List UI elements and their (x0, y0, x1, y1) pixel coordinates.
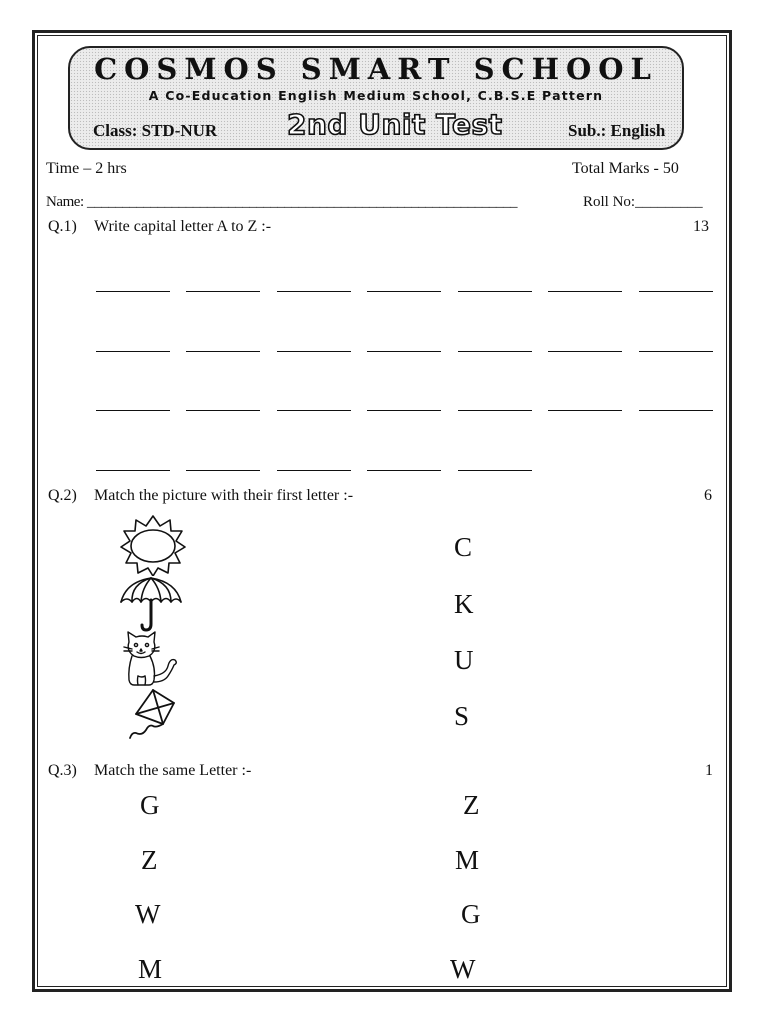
q2-marks: 6 (704, 487, 712, 504)
writing-blank (458, 291, 532, 292)
writing-blank (639, 410, 713, 411)
writing-blank (548, 351, 622, 352)
writing-blank (186, 291, 260, 292)
q3-right-letter: M (455, 845, 480, 875)
writing-blank (367, 470, 441, 471)
q2-letter: C (454, 532, 473, 562)
q2-number: Q.2) (48, 487, 77, 504)
q3-right-letter: G (461, 899, 481, 929)
writing-blank (639, 291, 713, 292)
writing-blank (186, 351, 260, 352)
q3-left-letter: Z (141, 845, 158, 875)
school-tagline: A Co-Education English Medium School, C.B.S.E Pattern (148, 88, 604, 103)
sun-icon (118, 514, 188, 576)
q3-left-letter: G (140, 790, 160, 820)
name-field: Name: _____________________________________________________________ (46, 194, 518, 210)
q3-left-letter: W (135, 899, 161, 929)
umbrella-icon (118, 576, 184, 632)
writing-blank (367, 291, 441, 292)
writing-blank (96, 351, 170, 352)
writing-blank (96, 470, 170, 471)
writing-blank (277, 291, 351, 292)
kite-icon (126, 688, 178, 742)
school-name: COSMOS SMART SCHOOL (94, 52, 658, 86)
subject-label: Sub.: English (568, 121, 666, 140)
q1-text: Write capital letter A to Z :- (94, 218, 272, 235)
writing-blank (277, 410, 351, 411)
test-title: 2nd Unit Test (287, 108, 503, 141)
writing-blank (458, 351, 532, 352)
writing-blank (458, 410, 532, 411)
writing-blank (548, 410, 622, 411)
writing-blank (277, 351, 351, 352)
q3-number: Q.3) (48, 762, 77, 779)
writing-blank (639, 351, 713, 352)
q1-number: Q.1) (48, 218, 77, 235)
q3-text: Match the same Letter :- (94, 762, 252, 779)
q3-right-letter: Z (463, 790, 480, 820)
q2-letter: S (454, 701, 470, 731)
writing-blank (96, 291, 170, 292)
class-label: Class: STD-NUR (93, 121, 218, 140)
roll-no-field: Roll No:_________ (583, 194, 703, 210)
q2-letter: U (454, 645, 474, 675)
total-marks-label: Total Marks - 50 (572, 160, 679, 177)
cat-icon (122, 630, 180, 688)
writing-blank (367, 410, 441, 411)
writing-blank (277, 470, 351, 471)
q2-text: Match the picture with their first letter :- (94, 487, 354, 504)
writing-blank (186, 410, 260, 411)
writing-blank (367, 351, 441, 352)
q3-marks: 1 (705, 762, 713, 779)
q3-right-letter: W (450, 954, 476, 984)
writing-blank (458, 470, 532, 471)
q2-letter: K (454, 589, 474, 619)
q1-marks: 13 (693, 218, 709, 235)
q3-left-letter: M (138, 954, 163, 984)
writing-blank (548, 291, 622, 292)
writing-blank (186, 470, 260, 471)
writing-blank (96, 410, 170, 411)
time-label: Time – 2 hrs (46, 160, 127, 177)
